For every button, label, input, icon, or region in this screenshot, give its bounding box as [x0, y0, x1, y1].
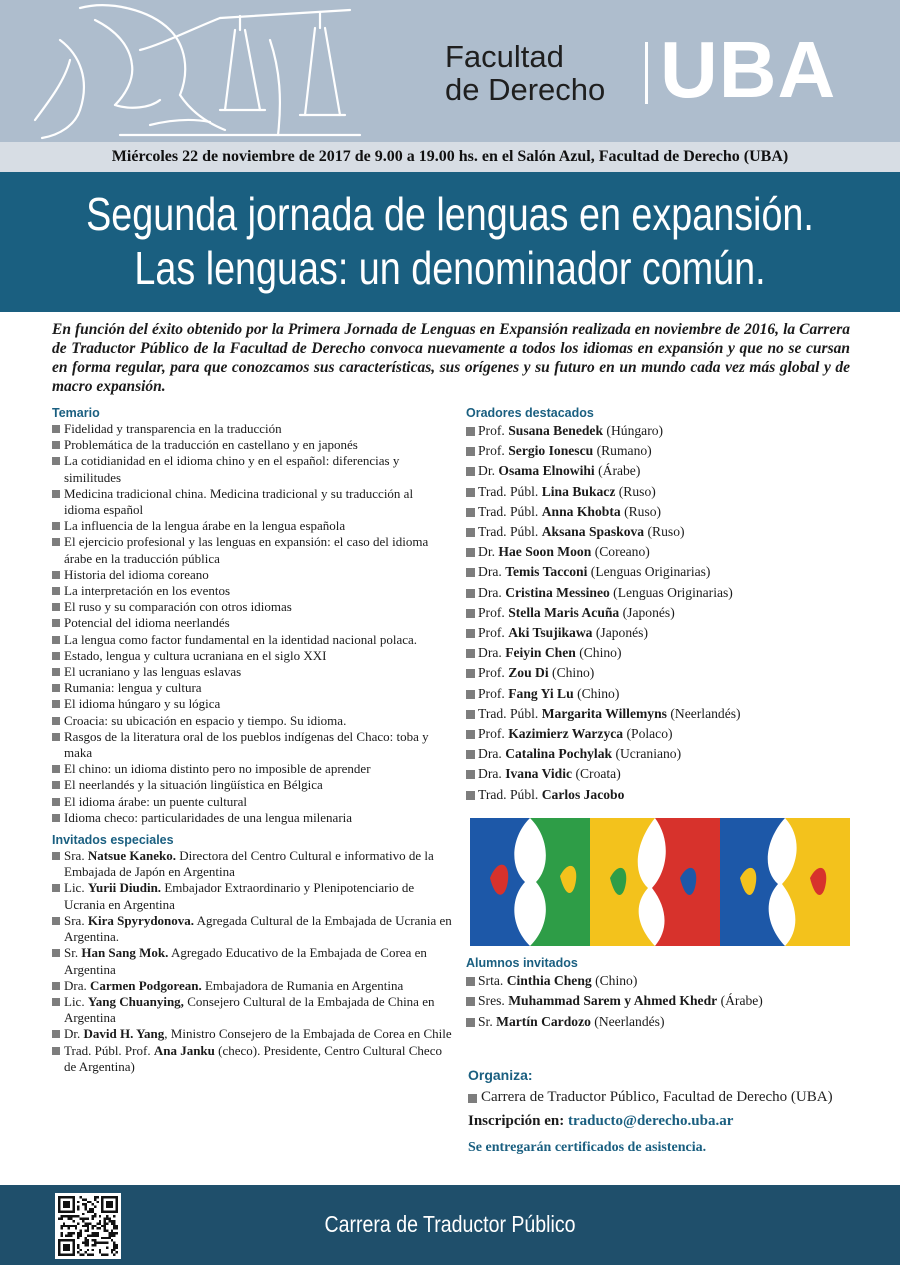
- person-title: Trad. Públ.: [478, 786, 542, 802]
- temario-item: Rumania: lengua y cultura: [52, 680, 452, 696]
- title-banner: [0, 172, 900, 312]
- inscripcion-email-link[interactable]: traducto@derecho.uba.ar: [568, 1113, 734, 1129]
- person-title: Dra.: [478, 766, 506, 782]
- orador-item: [466, 441, 866, 461]
- organiza-title: Organiza:: [468, 1067, 533, 1083]
- left-column: [52, 405, 452, 1075]
- alumno-item: [466, 991, 866, 1011]
- person-detail: (Ucraniano): [612, 746, 682, 762]
- person-title: Trad. Públ.: [478, 503, 542, 519]
- person-name: Ana Janku: [153, 1042, 215, 1058]
- temario-item: Potencial del idioma neerlandés: [52, 615, 452, 631]
- person-name: Kira Spyrydonova.: [87, 912, 195, 928]
- orador-item: [466, 684, 866, 704]
- person-title: Sr.: [478, 1013, 497, 1029]
- person-name: Yurii Diudin.: [87, 880, 162, 896]
- alumnos-list: [466, 971, 866, 1032]
- faculty-line2: de Derecho: [445, 72, 606, 107]
- person-name: Catalina Pochylak: [505, 746, 613, 762]
- orador-item: [466, 461, 866, 481]
- temario-item: Estado, lengua y cultura ucraniana en el siglo XXI: [52, 648, 452, 664]
- person-title: Dra.: [64, 977, 90, 993]
- orador-item: [466, 482, 866, 502]
- person-name: Ivana Vidic: [505, 766, 573, 782]
- person-detail: (Ruso): [644, 524, 685, 540]
- invitado-item: [52, 1043, 452, 1075]
- person-title: Trad. Públ.: [478, 524, 542, 540]
- person-detail: (Neerlandés): [590, 1013, 665, 1029]
- person-detail: (Húngaro): [603, 423, 664, 438]
- person-title: Dr.: [64, 1026, 84, 1042]
- temario-list: [52, 421, 452, 826]
- person-detail: (Árabe): [594, 463, 641, 479]
- orador-item: [466, 724, 866, 744]
- person-title: Srta.: [478, 973, 507, 988]
- temario-item: La interpretación en los eventos: [52, 583, 452, 599]
- temario-item: La cotidianidad en el idioma chino y en el español: diferencias y similitudes: [52, 453, 452, 485]
- temario-item: El ruso y su comparación con otros idiomas: [52, 599, 452, 615]
- header: [0, 0, 900, 142]
- person-name: Carlos Jacobo: [541, 786, 625, 802]
- faculty-name: [445, 40, 605, 106]
- orador-item: [466, 785, 866, 805]
- invitados-title: Invitados especiales: [52, 833, 174, 848]
- person-name: Han Sang Mok.: [81, 945, 169, 961]
- person-name: Fang Yi Lu: [508, 685, 574, 701]
- oradores-title: Oradores destacados: [466, 406, 594, 420]
- person-detail: (Rumano): [593, 443, 652, 459]
- person-title: Sra.: [64, 912, 88, 928]
- orador-item: [466, 562, 866, 582]
- invitado-item: [52, 978, 452, 994]
- footer: [0, 1185, 900, 1265]
- person-title: Sr.: [64, 945, 82, 961]
- person-detail: (checo). Presidente, Centro Cultural Checo de Argentina): [64, 1042, 442, 1074]
- person-detail: (Chino): [591, 973, 638, 988]
- temario-item: El idioma húngaro y su lógica: [52, 696, 452, 712]
- orador-item: [466, 764, 866, 784]
- person-name: Cinthia Cheng: [506, 973, 592, 988]
- temario-item: El idioma árabe: un puente cultural: [52, 794, 452, 810]
- temario-item: Rasgos de la literatura oral de los pueblos indígenas del Chaco: toba y maka: [52, 729, 452, 761]
- person-title: Prof.: [478, 665, 509, 681]
- person-detail: (Ruso): [615, 483, 656, 499]
- person-detail: Directora del Centro Cultural e informativo de la Embajada de Japón en Argentina: [64, 848, 434, 880]
- organiza-text: Carrera de Traductor Público, Facultad de Derecho (UBA): [468, 1088, 868, 1107]
- person-detail: (Ruso): [620, 503, 662, 519]
- orador-item: [466, 603, 866, 623]
- temario-item: Historia del idioma coreano: [52, 567, 452, 583]
- person-name: Natsue Kaneko.: [87, 848, 176, 864]
- person-detail: Consejero Cultural de la Embajada de China en Argentina: [64, 993, 435, 1026]
- alumno-item: [466, 1012, 866, 1032]
- footer-title: Carrera de Traductor Público: [324, 1211, 576, 1237]
- person-detail: Agregado Educativo de la Embajada de Corea en Argentina: [64, 945, 427, 977]
- header-divider: [645, 42, 648, 104]
- person-title: Trad. Públ.: [478, 483, 542, 499]
- orador-item: [466, 744, 866, 764]
- person-detail: (Croata): [572, 766, 621, 782]
- orador-item: [466, 704, 866, 724]
- faculty-line1: Facultad: [445, 39, 564, 74]
- person-name: Sergio Ionescu: [508, 443, 594, 459]
- person-title: Trad. Públ. Prof.: [64, 1042, 154, 1058]
- temario-item: El ucraniano y las lenguas eslavas: [52, 664, 452, 680]
- person-title: Dra.: [478, 584, 506, 600]
- intro-paragraph: En función del éxito obtenido por la Primera Jornada de Lenguas en Expansión realizada en noviembre de 2016, la Carrera de Traductor Público de la Facultad de Derecho convoca nuevamente a todos los idiomas en expansión y que no se cursan en forma regular, para que conozcamos sus características, sus orígenes y su futuro en un mundo cada vez más global y de macro expansión.: [52, 321, 850, 395]
- orador-item: [466, 623, 866, 643]
- temario-item: Croacia: su ubicación en espacio y tiempo. Su idioma.: [52, 713, 452, 729]
- temario-item: Idioma checo: particularidades de una lengua milenaria: [52, 810, 452, 826]
- person-name: Osama Elnowihi: [498, 463, 595, 479]
- person-detail: (Coreano): [591, 544, 650, 560]
- invitado-item: [52, 945, 452, 977]
- person-detail: (Árabe): [717, 993, 763, 1009]
- person-detail: (Polaco): [623, 726, 673, 742]
- person-name: Margarita Willemyns: [541, 705, 667, 721]
- invitado-item: [52, 994, 452, 1026]
- inscripcion: [468, 1110, 868, 1132]
- person-name: David H. Yang: [83, 1026, 165, 1042]
- orador-item: [466, 421, 866, 441]
- person-name: Martín Cardozo: [496, 1013, 591, 1029]
- temario-item: Fidelidad y transparencia en la traducción: [52, 421, 452, 437]
- person-name: Kazimierz Warzyca: [508, 726, 624, 742]
- person-name: Yang Chuanying,: [87, 993, 184, 1009]
- person-title: Prof.: [478, 625, 509, 641]
- person-detail: Embajador Extraordinario y Plenipotenciario de Ucrania en Argentina: [64, 880, 415, 912]
- person-title: Dr.: [478, 463, 499, 479]
- person-name: Stella Maris Acuña: [508, 604, 620, 620]
- temario-item: La lengua como factor fundamental en la identidad nacional polaca.: [52, 632, 452, 648]
- person-detail: (Lenguas Originarias): [587, 564, 711, 580]
- person-title: Prof.: [478, 685, 509, 701]
- event-date: Miércoles 22 de noviembre de 2017 de 9.00 a 19.00 hs. en el Salón Azul, Facultad de Derecho (UBA): [0, 142, 900, 172]
- organiza-section: [468, 1064, 868, 1158]
- person-detail: , Ministro Consejero de la Embajada de Corea en Chile: [164, 1026, 452, 1042]
- alumnos-section: [466, 955, 866, 1032]
- person-name: Hae Soon Moon: [498, 544, 592, 560]
- invitados-list: [52, 848, 452, 1075]
- person-title: Lic.: [64, 993, 88, 1009]
- alumnos-title: Alumnos invitados: [466, 956, 578, 970]
- person-detail: (Lenguas Originarias): [609, 584, 733, 600]
- alumno-item: [466, 971, 866, 991]
- orador-item: [466, 663, 866, 683]
- invitado-item: [52, 848, 452, 880]
- person-name: Zou Di: [508, 665, 549, 681]
- invitado-item: [52, 880, 452, 912]
- person-name: Muhammad Sarem y Ahmed Khedr: [508, 993, 718, 1009]
- invitado-item: [52, 913, 452, 945]
- person-title: Dra.: [478, 746, 506, 762]
- orador-item: [466, 583, 866, 603]
- person-name: Lina Bukacz: [541, 483, 616, 499]
- university-logo-text: UBA: [660, 25, 837, 114]
- orador-item: [466, 542, 866, 562]
- invitado-item: [52, 1026, 452, 1042]
- person-title: Prof.: [478, 443, 509, 459]
- person-name: Cristina Messineo: [505, 584, 610, 600]
- person-title: Prof.: [478, 604, 509, 620]
- person-detail: (Chino): [573, 685, 620, 701]
- temario-item: Problemática de la traducción en castellano y en japonés: [52, 437, 452, 453]
- person-detail: (Japonés): [619, 604, 675, 620]
- temario-item: El chino: un idioma distinto pero no imposible de aprender: [52, 761, 452, 777]
- person-detail: Agregada Cultural de la Embajada de Ucrania en Argentina.: [64, 912, 452, 945]
- title-line1: Segunda jornada de lenguas en expansión.: [86, 188, 814, 240]
- orador-item: [466, 522, 866, 542]
- temario-item: La influencia de la lengua árabe en la lengua española: [52, 518, 452, 534]
- person-title: Trad. Públ.: [478, 705, 542, 721]
- person-title: Sres.: [478, 993, 509, 1009]
- person-title: Sra.: [64, 848, 88, 864]
- person-title: Lic.: [64, 880, 88, 896]
- person-name: Feiyin Chen: [505, 645, 576, 661]
- person-title: Dra.: [478, 645, 506, 661]
- person-detail: (Chino): [575, 645, 622, 661]
- temario-item: Medicina tradicional china. Medicina tradicional y su traducción al idioma español: [52, 486, 452, 518]
- orador-item: [466, 643, 866, 663]
- person-name: Aki Tsujikawa: [508, 625, 593, 641]
- temario-title: Temario: [52, 406, 100, 420]
- person-title: Dra.: [478, 564, 506, 580]
- person-detail: (Japonés): [592, 625, 648, 641]
- person-detail: (Neerlandés): [666, 705, 741, 721]
- person-title: Prof.: [478, 726, 509, 742]
- certificados-note: Se entregarán certificados de asistencia.: [468, 1140, 707, 1155]
- inscripcion-label: Inscripción en:: [468, 1113, 569, 1129]
- temario-item: El ejercicio profesional y las lenguas en expansión: el caso del idioma árabe en la traducción pública: [52, 534, 452, 566]
- oradores-list: [466, 421, 866, 805]
- person-name: Susana Benedek: [508, 423, 604, 438]
- person-name: Anna Khobta: [541, 503, 621, 519]
- right-column: [466, 405, 866, 805]
- orador-item: [466, 502, 866, 522]
- faces-illustration-icon: [470, 818, 850, 946]
- person-name: Carmen Podgorean.: [90, 977, 202, 993]
- person-detail: Embajadora de Rumania en Argentina: [201, 977, 404, 993]
- person-title: Prof.: [478, 423, 509, 438]
- temario-item: El neerlandés y la situación lingüística en Bélgica: [52, 777, 452, 793]
- title-line2: Las lenguas: un denominador común.: [134, 242, 766, 294]
- person-detail: (Chino): [548, 665, 595, 681]
- person-name: Aksana Spaskova: [541, 524, 645, 540]
- person-name: Temis Tacconi: [505, 564, 588, 580]
- person-title: Dr.: [478, 544, 499, 560]
- justice-figure-icon: [20, 0, 400, 142]
